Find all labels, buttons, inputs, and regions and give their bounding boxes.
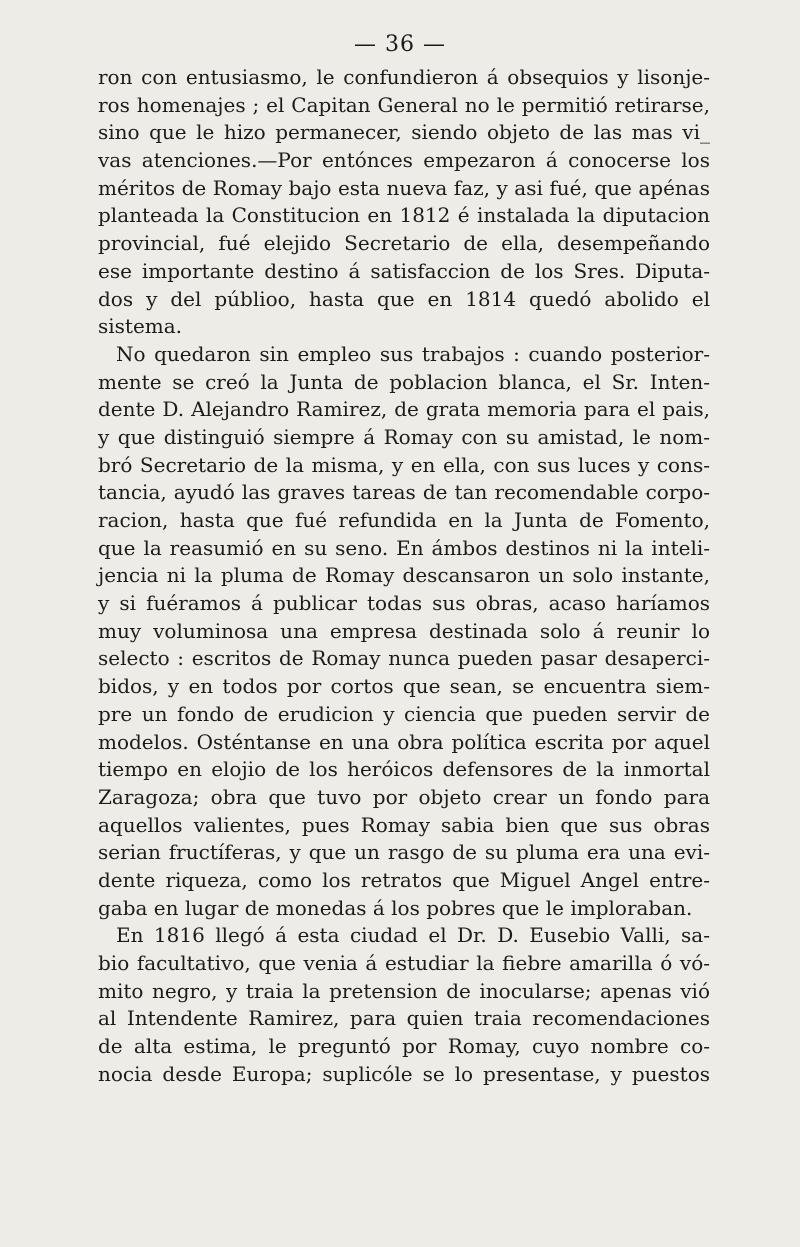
text-line: mente se creó la Junta de poblacion blanca, el Sr. Inten- bbox=[98, 369, 710, 394]
text-line: méritos de Romay bajo esta nueva faz, y asi fué, que apénas bbox=[98, 175, 710, 200]
text-line: nocia desde Europa; suplicóle se lo presentase, y puestos bbox=[98, 1061, 710, 1086]
text-line: aquellos valientes, pues Romay sabia bien que sus obras bbox=[98, 812, 710, 837]
text-line: de alta estima, le preguntó por Romay, cuyo nombre co- bbox=[98, 1034, 710, 1059]
text-line: planteada la Constitucion en 1812 é instalada la diputacion bbox=[98, 203, 710, 228]
text-line: sistema. bbox=[98, 314, 183, 339]
text-line: al Intendente Ramirez, para quien traia recomendaciones bbox=[98, 1006, 710, 1031]
text-line: provincial, fué elejido Secretario de ella, desempeñando bbox=[98, 231, 710, 256]
text-line: y que distinguió siempre á Romay con su amistad, le nom- bbox=[98, 424, 710, 449]
text-line: muy voluminosa una empresa destinada solo á reunir lo bbox=[98, 618, 710, 643]
text-line: tancia, ayudó las graves tareas de tan recomendable corpo- bbox=[98, 480, 710, 505]
text-line: gaba en lugar de monedas á los pobres que le imploraban. bbox=[98, 895, 693, 920]
text-line: ros homenajes ; el Capitan General no le permitió retirarse, bbox=[98, 92, 710, 117]
text-line: que la reasumió en su seno. En ámbos destinos ni la inteli- bbox=[98, 535, 710, 560]
body-text bbox=[98, 64, 710, 1088]
text-line: ron con entusiasmo, le confundieron á obsequios y lisonje- bbox=[98, 65, 710, 89]
text-line: mito negro, y traia la pretension de inocularse; apenas vió bbox=[98, 978, 710, 1003]
text-line: y si fuéramos á publicar todas sus obras, acaso haríamos bbox=[98, 591, 710, 616]
text-line: dente riqueza, como los retratos que Miguel Angel entre- bbox=[98, 867, 710, 892]
text-line: sino que le hizo permanecer, siendo objeto de las mas vi_ bbox=[98, 120, 710, 145]
text-line: bidos, y en todos por cortos que sean, se encuentra siem- bbox=[98, 674, 710, 699]
text-line: bio facultativo, que venia á estudiar la fiebre amarilla ó vó- bbox=[98, 951, 710, 975]
text-line: vas atenciones.—Por entónces empezaron á conocerse los bbox=[98, 148, 710, 173]
text-line: En 1816 llegó á esta ciudad el Dr. D. Eusebio Valli, sa- bbox=[116, 923, 710, 948]
text-line: modelos. Osténtanse en una obra política escrita por aquel bbox=[98, 729, 710, 754]
text-line: selecto : escritos de Romay nunca pueden pasar desaperci- bbox=[98, 646, 710, 671]
text-line: dente D. Alejandro Ramirez, de grata memoria para el pais, bbox=[98, 397, 710, 422]
page-number: — 36 — bbox=[354, 32, 446, 57]
text-line: jencia ni la pluma de Romay descansaron un solo instante, bbox=[98, 563, 710, 588]
text-line: dos y del públioo, hasta que en 1814 quedó abolido el bbox=[98, 286, 710, 311]
text-line: Zaragoza; obra que tuvo por objeto crear un fondo para bbox=[98, 784, 710, 809]
text-line: tiempo en elojio de los heróicos defensores de la inmortal bbox=[98, 757, 710, 782]
text-line: No quedaron sin empleo sus trabajos : cuando posterior- bbox=[116, 341, 710, 366]
text-line: ese importante destino á satisfaccion de los Sres. Diputa- bbox=[98, 258, 710, 283]
text-line: serian fructíferas, y que un rasgo de su pluma era una evi- bbox=[98, 840, 710, 865]
text-line: bró Secretario de la misma, y en ella, con sus luces y cons- bbox=[98, 452, 710, 477]
text-line: racion, hasta que fué refundida en la Junta de Fomento, bbox=[98, 508, 710, 532]
text-line: pre un fondo de erudicion y ciencia que pueden servir de bbox=[98, 701, 710, 726]
